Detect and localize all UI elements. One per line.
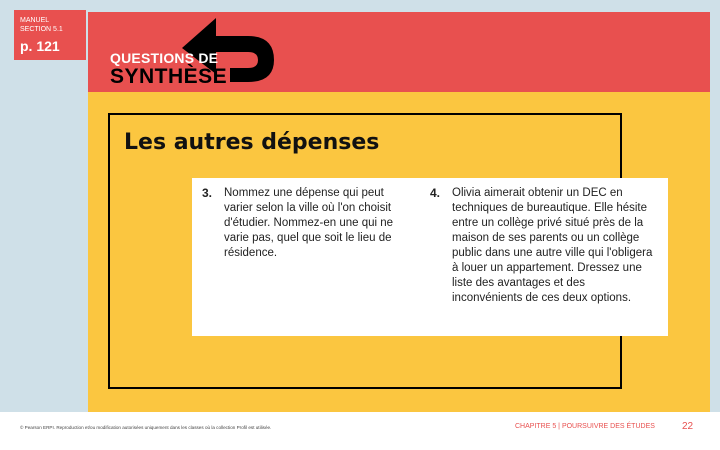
section-tab[interactable] <box>14 10 86 60</box>
question-text: Olivia aimerait obtenir un DEC en techniques de bureautique. Elle hésite entre un collège privé situé près de la maison de ses parents ou un collège public dans une autre ville qui l'obligera à louer un appartement. Dressez une liste des avantages et des inconvénients de ces deux options. <box>452 187 653 304</box>
question-number: 4. <box>430 186 441 200</box>
question-text: Nommez une dépense qui peut varier selon la ville où l'on choisit d'étudier. Nommez-en une qui ne varie pas, quel que soit le lieu de résidence. <box>224 187 394 259</box>
copyright-notice: © Pearson ERPI. Reproduction et/ou modification autorisées uniquement dans les classes où la collection Profil est utilisée. <box>20 425 272 430</box>
question-number: 3. <box>202 186 213 200</box>
synthese-label: SYNTHÈSE <box>110 65 228 88</box>
page-number: 22 <box>682 421 694 432</box>
footer-area <box>0 412 720 450</box>
manuel-section-label: MANUEL SECTION 5.1 <box>20 17 63 33</box>
questions-de-label: QUESTIONS DE <box>110 50 219 66</box>
questions-de-synthese-heading <box>110 50 227 88</box>
chapter-label: CHAPITRE 5 | POURSUIVRE DES ÉTUDES <box>515 423 655 430</box>
page-title: Les autres dépenses <box>124 130 380 155</box>
page-reference: p. 121 <box>20 38 60 54</box>
